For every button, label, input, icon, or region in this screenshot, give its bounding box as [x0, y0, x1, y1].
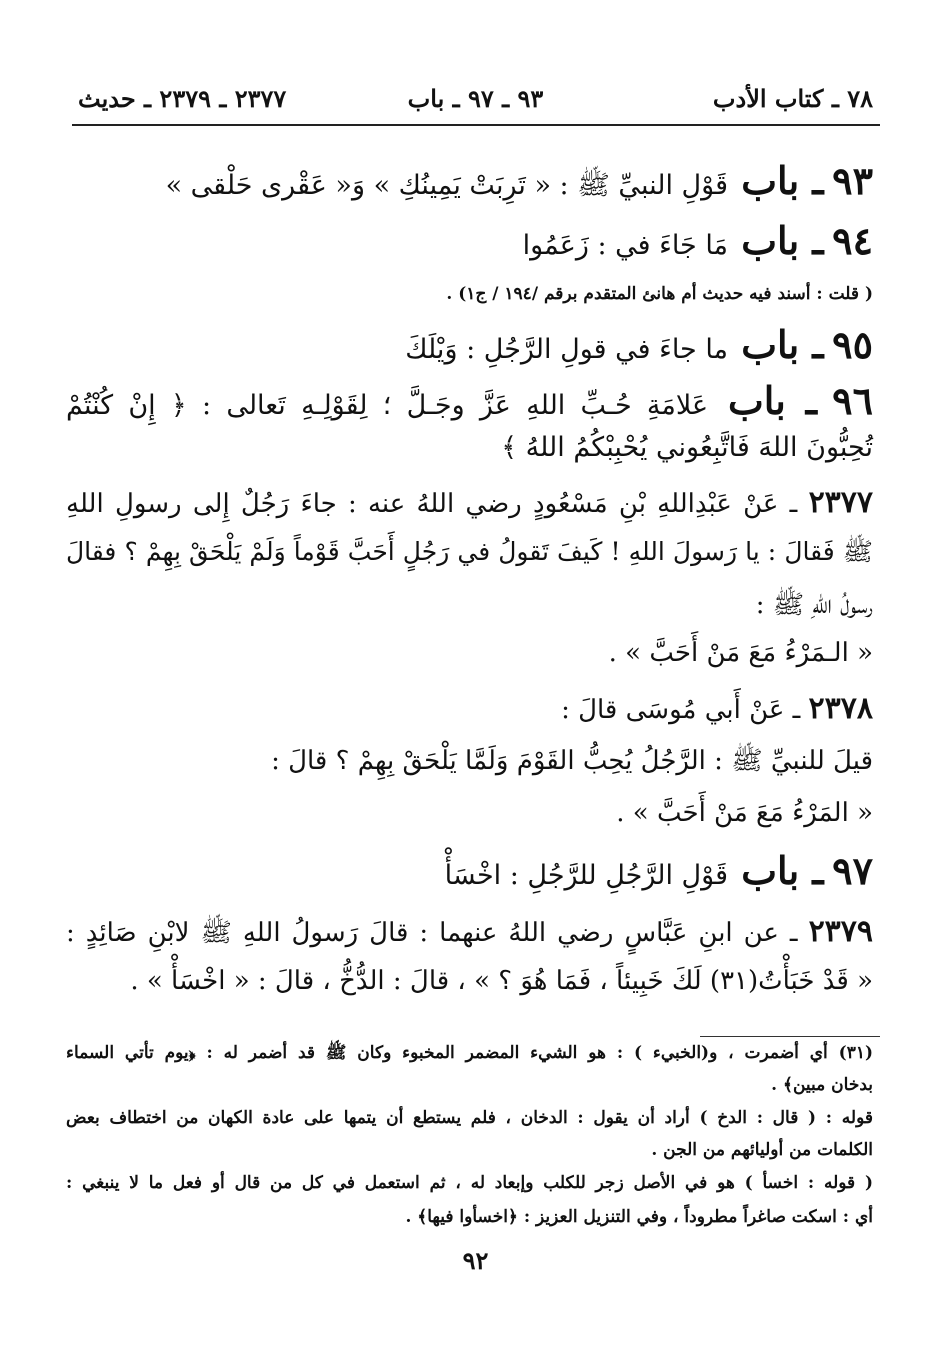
chapter-word-text: باب	[741, 218, 800, 263]
hadith-2377-line-3: رسولُ اللهِ ﷺ :	[755, 590, 873, 620]
chapter-number: ٩٧	[832, 848, 873, 893]
footnote-31-line-2: بدخان مبين﴾ .	[771, 1075, 873, 1095]
chapter-word: ـ باب	[741, 848, 824, 893]
chapter-word: ـ باب	[741, 218, 824, 263]
hadith-2377-line-2: ﷺ فَقالَ : يا رَسولَ اللهِ ! كَيفَ تَقولُ في رَجُلٍ أَحَبَّ قَوْماً وَلَمْ يَلْحَقْ بِهِمْ ؟ فقالَ	[66, 537, 873, 566]
hadith-2378-line-2: قيلَ للنبيِّ ﷺ : الرَّجُلُ يُحِبُّ القَوْمَ وَلَمَّا يَلْحَقْ بِهِمْ ؟ قالَ :	[271, 746, 873, 776]
footnote-dukh-line-2: الكلمات من أوليائهم من الجن .	[651, 1140, 873, 1160]
footnote-ikhsa-line-2: أي : اسكت صاغراً مطروداً ، وفي التنزيل العزيز : ﴿اخسأوا فيها﴾ .	[405, 1207, 873, 1227]
hadith-2379-line-1	[66, 914, 873, 954]
chapter-96-heading	[66, 378, 873, 423]
chapter-title: قَوْلِ الرَّجُلِ للرَّجُلِ : اخْسَأْ	[444, 860, 729, 891]
hadith-2377-line-1	[66, 485, 873, 520]
chapter-number: ٩٣	[832, 158, 873, 203]
chapter-95-heading	[405, 322, 873, 367]
hadith-number: ٢٣٧٩	[808, 914, 874, 949]
chapter-word-text: باب	[741, 322, 800, 367]
chapter-word: ـ باب	[727, 378, 817, 423]
running-header-chapters: ٩٣ ـ ٩٧ ـ باب	[407, 84, 544, 113]
header-rule	[72, 124, 880, 126]
chapter-word: ـ باب	[741, 158, 824, 203]
chapter-94-heading	[523, 218, 873, 263]
chapter-number: ٩٦	[832, 378, 873, 423]
chapter-97-heading	[445, 848, 873, 893]
chapter-word-text: باب	[741, 848, 800, 893]
hadith-text: ـ عن ابنِ عَبَّاسٍ رضي اللهُ عنهما : قالَ رَسولُ اللهِ ﷺ لابْنِ صَائِدٍ :	[66, 918, 798, 948]
chapter-number: ٩٥	[832, 322, 873, 367]
hadith-text: ـ عَنْ عَبْدِاللهِ بْنِ مَسْعُودٍ رضي اللهُ عنه : جاءَ رَجُلٌ إِلى رسولِ اللهِ	[66, 489, 798, 519]
chapter-93-heading	[166, 158, 873, 208]
chapter-number: ٩٤	[832, 218, 873, 263]
running-header-hadith-range: ٢٣٧٧ ـ ٢٣٧٩ ـ حديث	[78, 84, 287, 113]
hadith-number: ٢٣٧٧	[808, 485, 874, 520]
chapter-title: عَلامَةِ حُـبِّ اللهِ عَزَّ وجَـلَّ ؛ لِقَوْلِـهِ تَعالى : ﴿ إِنْ كُنْتُمْ	[66, 390, 709, 421]
chapter-word: ـ باب	[741, 322, 824, 367]
page-number: ٩٢	[462, 1246, 489, 1275]
chapter-96-title-continued: تُحِبُّونَ اللهَ فَاتَّبِعُوني يُحْبِبْكُمُ اللهُ ﴾	[501, 432, 873, 463]
chapter-title: ما جاءَ في قولِ الرَّجُلِ : وَيْلَكَ	[405, 334, 729, 365]
hadith-number: ٢٣٧٨	[808, 691, 873, 726]
chapter-title: قَوْلِ النبيِّ ﷺ : « تَرِبَتْ يَمِينُكِ » وَ« عَقْرى حَلْقى »	[165, 170, 729, 201]
footnote-ikhsa-line-1: ( قوله : اخسأ ) هو في الأصل زجر للكلب وإبعاد له ، ثم استعمل في كل من قال أو فعل ما لا ينبغي :	[66, 1173, 873, 1193]
chapter-94-note: ( قلت : أسند فيه حديث أم هانئ المتقدم برقم /١٩٤ / ج١) .	[446, 284, 873, 304]
footnote-31-line-1: (٣١) أي أضمرت ، و(الخبيء ) : هو الشيء المضمر المخبوء وكان ﷺ قد أضمر له : ﴿يوم تأتي السماء	[66, 1043, 873, 1063]
footnote-dukh-line-1: قوله : ( قال : الدخ ) أراد أن يقول : الدخان ، فلم يستطع أن يتمها على عادة الكهان من اختطاف بعض	[66, 1108, 873, 1128]
hadith-2378-line-1	[561, 691, 873, 726]
hadith-2378-quote: « المَرْءُ مَعَ مَنْ أَحَبَّ » .	[616, 798, 873, 828]
hadith-2377-quote: « الـمَرْءُ مَعَ مَنْ أَحَبَّ » .	[608, 638, 873, 668]
hadith-text: ـ عَنْ أَبي مُوسَى قالَ :	[561, 695, 801, 725]
footnote-separator	[700, 1036, 880, 1037]
hadith-2379-line-2: « قَدْ خَبَأْتُ(٣١) لَكَ خَبِيئاً ، فَمَا هُوَ ؟ » ، قالَ : الدُّخُّ ، قالَ : « اخْسَأْ » .	[130, 966, 873, 996]
chapter-word-text: باب	[741, 158, 800, 203]
chapter-title: مَا جَاءَ في : زَعَمُوا	[522, 230, 729, 261]
running-header-book: ٧٨ ـ كتاب الأدب	[712, 84, 873, 113]
chapter-word-text: باب	[727, 378, 786, 423]
